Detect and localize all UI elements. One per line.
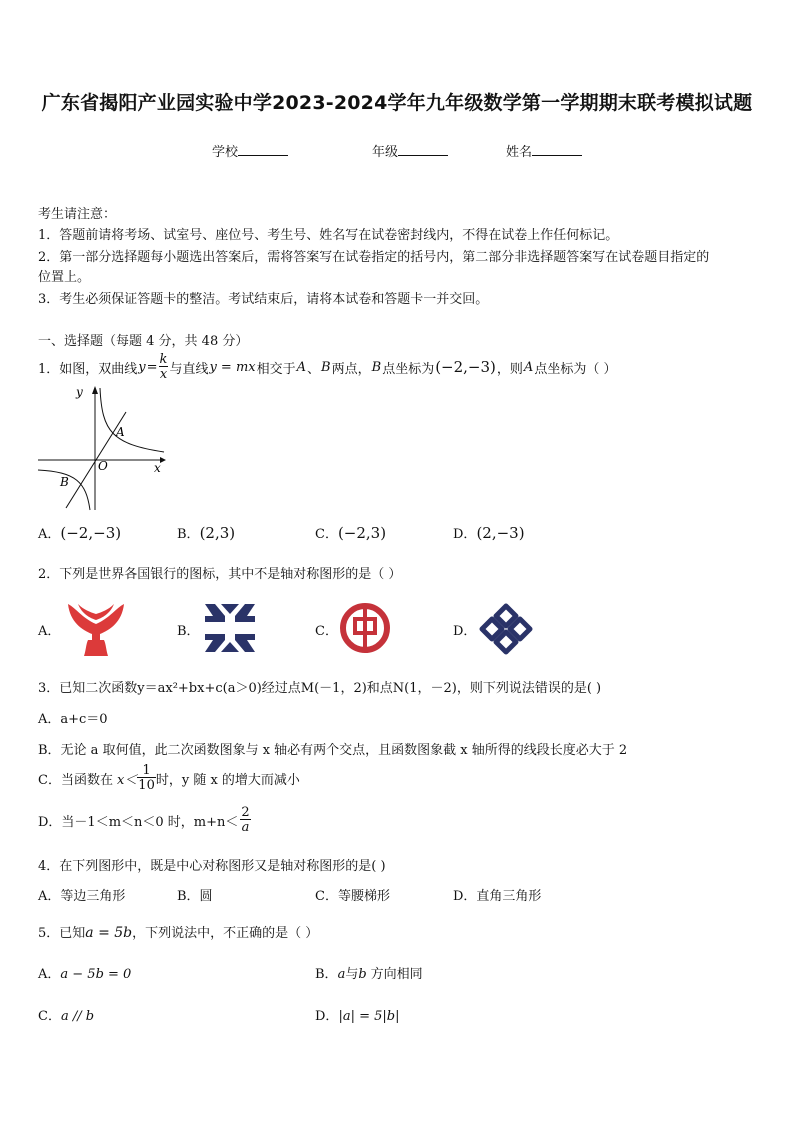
q1-y: y bbox=[138, 359, 146, 375]
q1-eq: = bbox=[146, 359, 158, 375]
q3-d-fraction bbox=[240, 806, 250, 834]
q1-option-b[interactable] bbox=[177, 523, 235, 542]
q2-option-d-label[interactable]: D． bbox=[453, 624, 477, 639]
option-label: D． bbox=[453, 527, 477, 542]
q1-hyperbola-graph bbox=[36, 382, 168, 512]
q1-text-4: 两点， bbox=[331, 361, 371, 377]
option-label: A． bbox=[38, 527, 61, 542]
q5-option-c[interactable] bbox=[38, 1005, 94, 1024]
q1-option-c[interactable] bbox=[315, 523, 386, 542]
q1-text-6: ，则 bbox=[496, 361, 523, 377]
q5-b-vec-a: a bbox=[337, 967, 346, 982]
bank-logo-c-icon bbox=[338, 601, 392, 655]
notice-item-2: 2．第一部分选择题每小题选出答案后，需将答案写在试卷指定的括号内，第二部分非选择题答案写在试卷题目指定的 bbox=[38, 250, 710, 265]
q5-a-label: A． bbox=[38, 967, 61, 982]
option-value: (2,−3) bbox=[476, 524, 525, 542]
question-1-text bbox=[38, 353, 616, 381]
q1-frac-den: x bbox=[159, 367, 168, 382]
q5-c-label: C． bbox=[38, 1009, 61, 1024]
bank-logo-a-icon bbox=[64, 598, 128, 660]
option-label: B． bbox=[177, 527, 200, 542]
q5-b-vec-b: b bbox=[358, 967, 367, 982]
name-label: 姓名 bbox=[506, 145, 533, 160]
question-5-text bbox=[38, 922, 318, 941]
graph-y-label: y bbox=[76, 385, 83, 399]
option-label: C． bbox=[315, 527, 338, 542]
q3-c-text-2: 时，y 随 x 的增大而减小 bbox=[155, 772, 300, 788]
x-axis-arrow-icon bbox=[160, 457, 166, 463]
q5-d-expr: |a| = 5|b| bbox=[338, 1009, 400, 1024]
q3-d-text: D．当－1＜m＜n＜0 时，m+n＜ bbox=[38, 814, 239, 830]
hyperbola-branch-1 bbox=[100, 388, 164, 452]
q1-point-b: B bbox=[321, 359, 331, 375]
notice-item-3: 3．考生必须保证答题卡的整洁。考试结束后，请将本试卷和答题卡一并交回。 bbox=[38, 292, 489, 307]
question-4-text: 4．在下列图形中，既是中心对称图形又是轴对称图形的是( ) bbox=[38, 859, 386, 874]
logo-c-bar bbox=[363, 607, 367, 649]
q1-frac-num: k bbox=[159, 352, 168, 367]
q1-option-a[interactable] bbox=[38, 523, 121, 542]
q3-c-fraction bbox=[137, 764, 156, 792]
q1-text-3: 相交于 bbox=[256, 361, 296, 377]
school-label: 学校 bbox=[212, 145, 239, 160]
notice-item-1: 1．答题前请将考场、试室号、座位号、考生号、姓名写在试卷密封线内，不得在试卷上作任何标记。 bbox=[38, 228, 619, 243]
q5-text-1: 5．已知 bbox=[38, 926, 86, 941]
name-field bbox=[506, 141, 582, 160]
q3-option-a[interactable]: A．a+c＝0 bbox=[38, 712, 108, 727]
q1-text-5: 点坐标为 bbox=[382, 361, 435, 377]
question-3-text: 3．已知二次函数y＝ax²+bx+c(a＞0)经过点M(－1，2)和点N(1，－2)，则下列说法错误的是( ) bbox=[38, 681, 602, 696]
option-value: (−2,3) bbox=[337, 524, 387, 542]
q5-c-expr: a // b bbox=[60, 1009, 95, 1024]
q1-sep: 、 bbox=[307, 361, 321, 377]
q3-c-x: x＜ bbox=[116, 772, 138, 788]
graph-x-label: x bbox=[154, 461, 161, 475]
q3-option-d[interactable] bbox=[38, 806, 251, 834]
q4-option-c[interactable]: C．等腰梯形 bbox=[315, 889, 390, 904]
q3-c-den: 10 bbox=[138, 778, 155, 793]
logo-b-top-mid bbox=[221, 604, 239, 614]
q5-b-label: B． bbox=[315, 967, 338, 982]
q1-text-7: 点坐标为（ ） bbox=[534, 361, 617, 377]
option-value: (2,3) bbox=[199, 524, 236, 542]
q5-option-a[interactable] bbox=[38, 963, 131, 982]
school-field bbox=[212, 141, 288, 160]
q5-option-d[interactable] bbox=[315, 1005, 399, 1024]
q3-d-den: a bbox=[241, 820, 250, 835]
q2-option-c-label[interactable]: C． bbox=[315, 624, 338, 639]
question-2-text: 2．下列是世界各国银行的图标，其中不是轴对称图形的是（ ） bbox=[38, 567, 402, 582]
name-blank bbox=[532, 143, 582, 156]
q1-point-b-2: B bbox=[371, 359, 382, 375]
option-value: (−2,−3) bbox=[60, 524, 122, 542]
q5-text-2: ，下列说法中，不正确的是（ ） bbox=[132, 926, 319, 941]
grade-label: 年级 bbox=[372, 145, 399, 160]
graph-origin-label: O bbox=[98, 459, 108, 473]
notice-head: 考生请注意： bbox=[38, 207, 117, 222]
q4-option-b[interactable]: B．圆 bbox=[177, 889, 213, 904]
q1-coord-b: (−2,−3) bbox=[435, 358, 496, 376]
grade-blank bbox=[398, 143, 448, 156]
logo-b-bottom-right bbox=[235, 634, 255, 652]
bank-logo-b-icon bbox=[203, 602, 257, 654]
q5-b-text: 方向相同 bbox=[370, 967, 423, 982]
grade-field bbox=[372, 141, 448, 160]
q5-b-and: 与 bbox=[345, 967, 359, 982]
q4-option-a[interactable]: A．等边三角形 bbox=[38, 889, 126, 904]
q1-point-a-2: A bbox=[523, 359, 534, 375]
q3-option-c[interactable] bbox=[38, 764, 300, 792]
q3-option-b[interactable]: B．无论 a 取何值，此二次函数图象与 x 轴必有两个交点，且函数图象截 x 轴所得的线段长度必大于 2 bbox=[38, 743, 628, 758]
section-heading: 一、选择题（每题 4 分，共 48 分） bbox=[38, 334, 249, 349]
logo-b-top-right bbox=[235, 604, 255, 622]
q5-d-label: D． bbox=[315, 1009, 339, 1024]
logo-a-body bbox=[68, 604, 124, 656]
q2-option-b-label[interactable]: B． bbox=[177, 624, 200, 639]
q1-point-a: A bbox=[296, 359, 307, 375]
school-blank bbox=[238, 143, 288, 156]
q3-d-num: 2 bbox=[241, 805, 250, 820]
q1-line-eq: y = mx bbox=[209, 359, 256, 375]
q4-option-d[interactable]: D．直角三角形 bbox=[453, 889, 542, 904]
notice-item-2-cont: 位置上。 bbox=[38, 270, 91, 285]
q1-option-d[interactable] bbox=[453, 523, 525, 542]
logo-a-left-foot bbox=[84, 640, 92, 656]
q5-option-b[interactable] bbox=[315, 963, 423, 982]
page-title: 广东省揭阳产业园实验中学2023-2024学年九年级数学第一学期期末联考模拟试题 bbox=[41, 92, 753, 114]
logo-b-top-left bbox=[205, 604, 225, 622]
logo-a-right-foot bbox=[100, 640, 108, 656]
logo-b-bottom-mid bbox=[221, 642, 239, 652]
q5-equation: a = 5b bbox=[85, 925, 133, 941]
q3-c-text-1: C．当函数在 bbox=[38, 772, 113, 788]
q1-text-2: 与直线 bbox=[169, 361, 209, 377]
q3-c-num: 1 bbox=[137, 764, 156, 778]
bank-logo-d-icon bbox=[476, 602, 536, 656]
q1-prefix: 1．如图，双曲线 bbox=[38, 361, 138, 377]
q2-option-a-label[interactable]: A． bbox=[38, 624, 61, 639]
graph-a-label: A bbox=[116, 425, 125, 439]
y-axis-arrow-icon bbox=[92, 386, 98, 394]
graph-b-label: B bbox=[60, 475, 69, 489]
q1-fraction bbox=[159, 353, 169, 381]
logo-b-bottom-left bbox=[205, 634, 225, 652]
q5-a-expr: a − 5b = 0 bbox=[60, 967, 132, 982]
